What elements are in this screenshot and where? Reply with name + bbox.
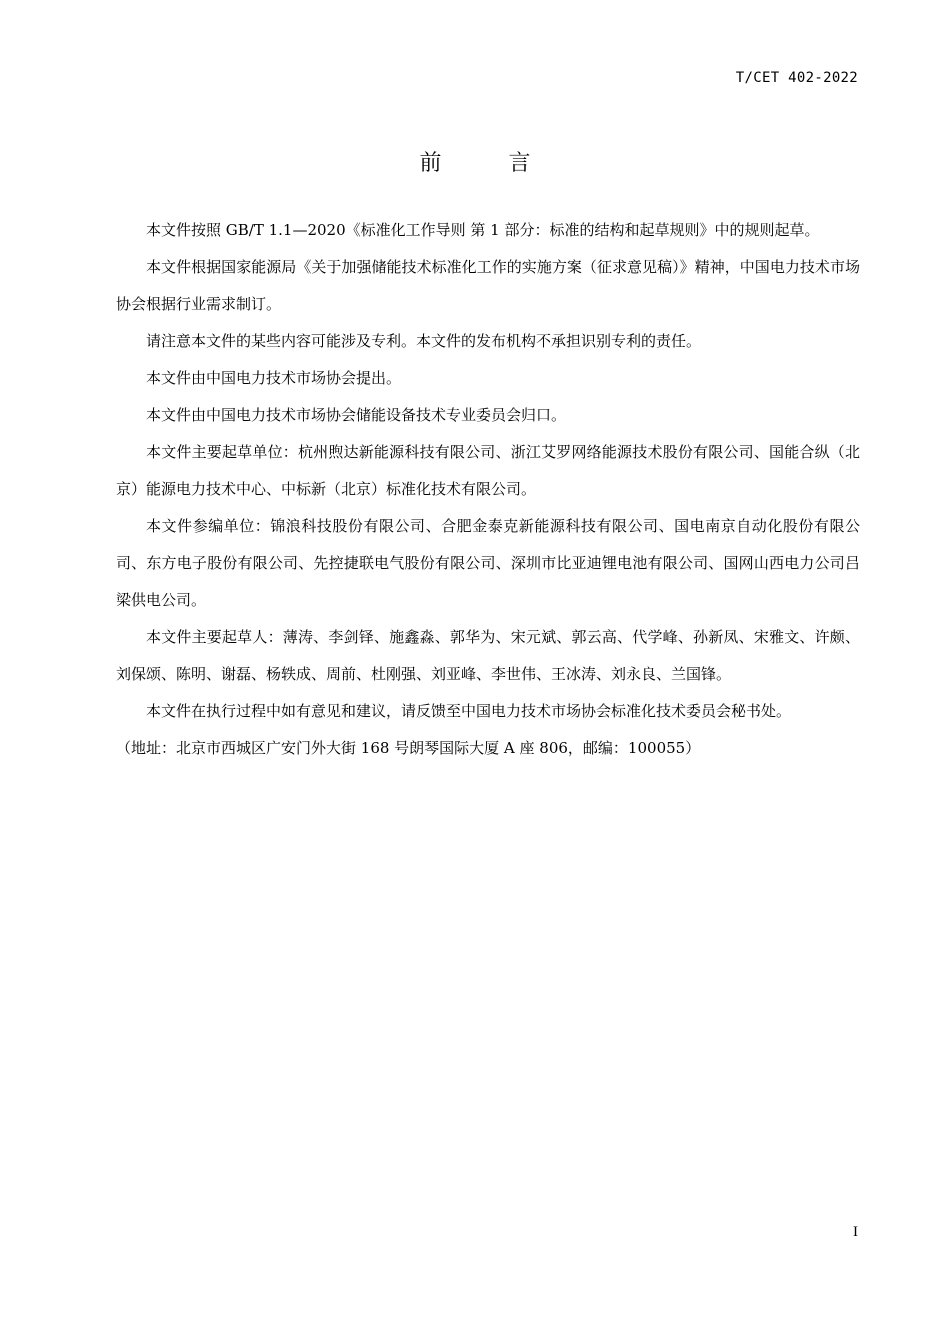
document-body bbox=[116, 212, 860, 767]
paragraph-basis: 本文件根据国家能源局《关于加强储能技术标准化工作的实施方案（征求意见稿）》精神，中国电力技术市场协会根据行业需求制订。 bbox=[116, 258, 860, 313]
page-number: I bbox=[853, 1224, 858, 1240]
paragraph-main-drafters: 本文件主要起草人：薄涛、李剑铎、施鑫淼、郭华为、宋元斌、郭云高、代学峰、孙新凤、宋雅文、许颇、刘保颂、陈明、谢磊、杨轶成、周前、杜刚强、刘亚峰、李世伟、王冰涛、刘永良、兰国锋。 bbox=[116, 628, 860, 683]
paragraph-administrator: 本文件由中国电力技术市场协会储能设备技术专业委员会归口。 bbox=[146, 406, 567, 424]
paragraph-main-drafting-units: 本文件主要起草单位：杭州煦达新能源科技有限公司、浙江艾罗网络能源技术股份有限公司、国能合纵（北京）能源电力技术中心、中标新（北京）标准化技术有限公司。 bbox=[116, 443, 860, 498]
standard-code: T/CET 402-2022 bbox=[735, 70, 858, 86]
paragraph-feedback: 本文件在执行过程中如有意见和建议，请反馈至中国电力技术市场协会标准化技术委员会秘书处。 bbox=[146, 702, 792, 720]
paragraph-participating-units: 本文件参编单位：锦浪科技股份有限公司、合肥金泰克新能源科技有限公司、国电南京自动化股份有限公司、东方电子股份有限公司、先控捷联电气股份有限公司、深圳市比亚迪锂电池有限公司、国网山西电力公司吕梁供电公司。 bbox=[116, 517, 860, 609]
paragraph-patent-notice: 请注意本文件的某些内容可能涉及专利。本文件的发布机构不承担识别专利的责任。 bbox=[146, 332, 702, 350]
paragraph-address: （地址：北京市西城区广安门外大街 168 号朗琴国际大厦 A 座 806，邮编：100055） bbox=[116, 739, 701, 757]
page-title: 前 言 bbox=[419, 151, 561, 176]
paragraph-proposer: 本文件由中国电力技术市场协会提出。 bbox=[146, 369, 402, 387]
paragraph-drafting-rules: 本文件按照 GB/T 1.1—2020《标准化工作导则 第 1 部分：标准的结构和起草规则》中的规则起草。 bbox=[146, 221, 820, 239]
